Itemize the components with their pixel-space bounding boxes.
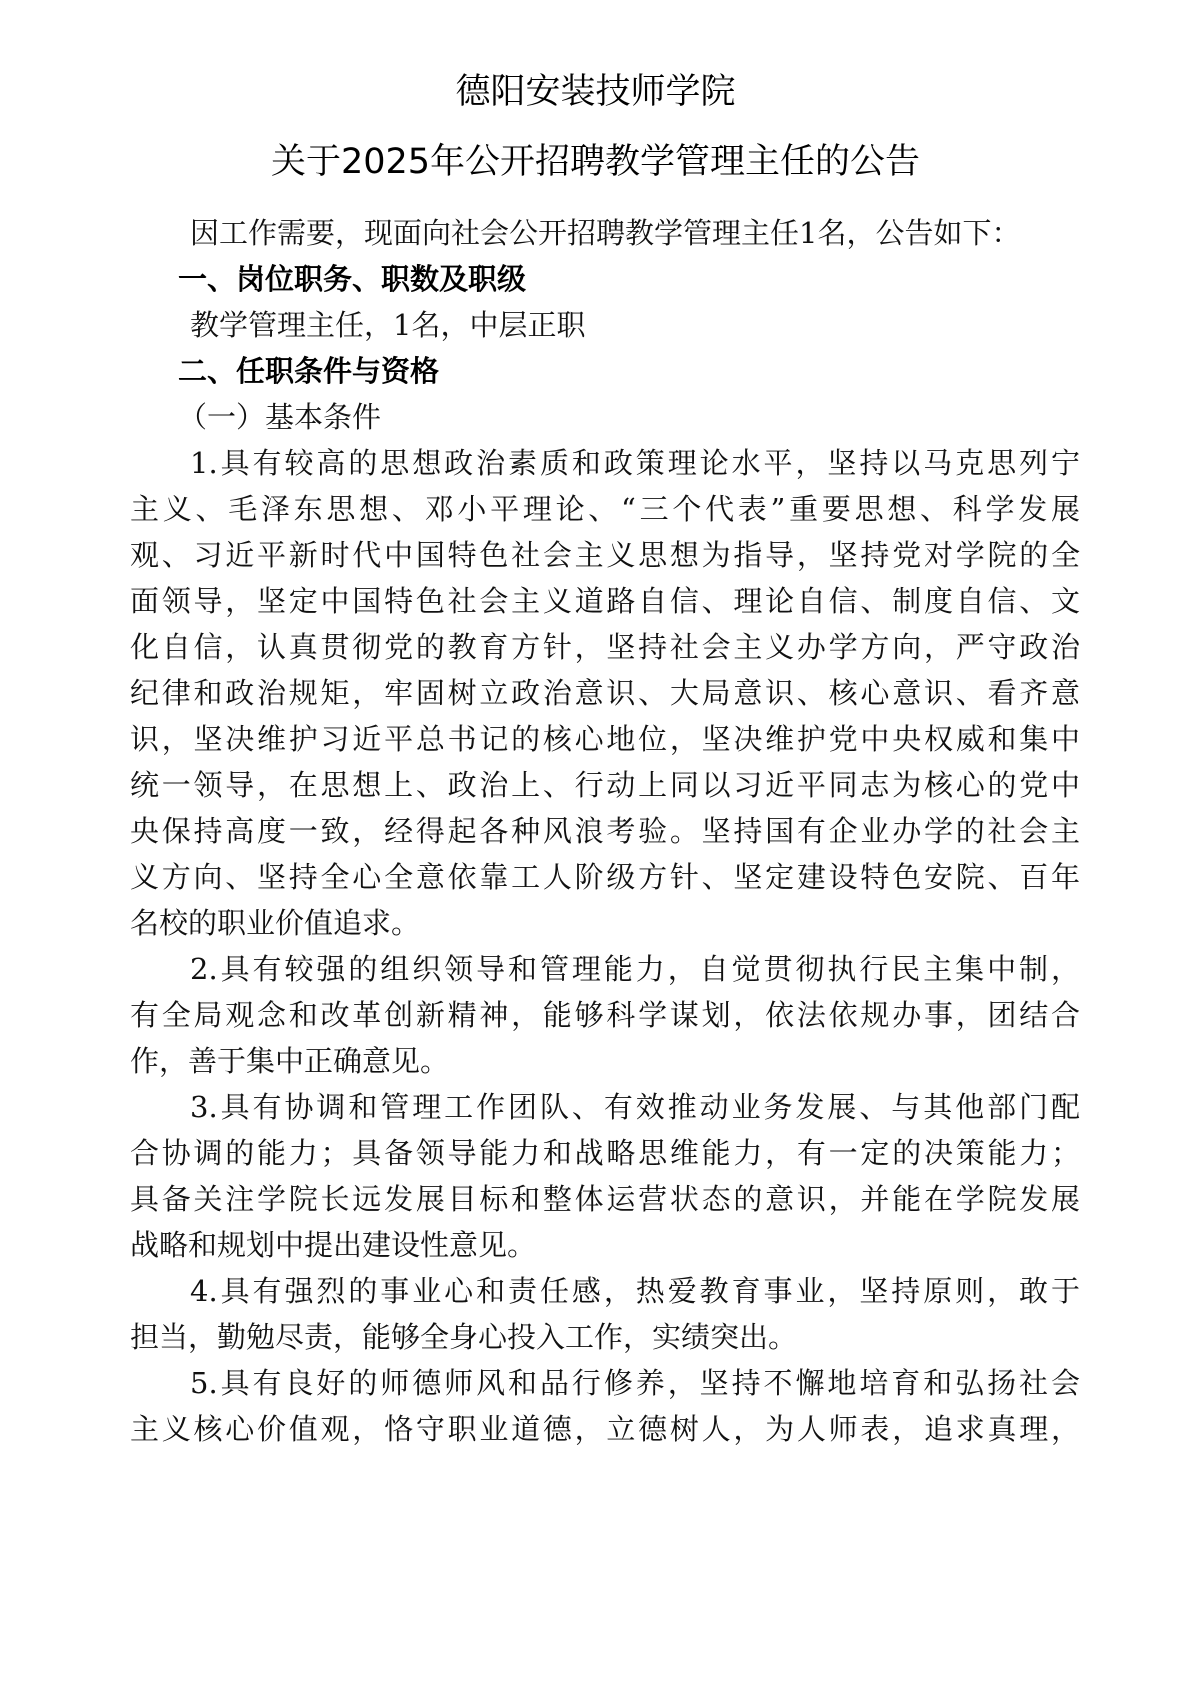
paragraph-line: 2.具有较强的组织领导和管理能力，自觉贯彻执行民主集中制， (190, 952, 1080, 986)
paragraph-line: 合协调的能力；具备领导能力和战略思维能力，有一定的决策能力； (130, 1136, 1080, 1170)
position-line: 教学管理主任，1名，中层正职 (190, 308, 586, 342)
paragraph-line: 3.具有协调和管理工作团队、有效推动业务发展、与其他部门配 (190, 1090, 1080, 1124)
paragraph-line: 化自信，认真贯彻党的教育方针，坚持社会主义办学方向，严守政治 (130, 630, 1080, 664)
paragraph-line: 主义、毛泽东思想、邓小平理论、“三个代表”重要思想、科学发展 (130, 492, 1080, 526)
paragraph-line: 5.具有良好的师德师风和品行修养，坚持不懈地培育和弘扬社会 (190, 1366, 1080, 1400)
section-heading-2: 二、任职条件与资格 (178, 354, 440, 388)
paragraph-line: 义方向、坚持全心全意依靠工人阶级方针、坚定建设特色安院、百年 (130, 860, 1080, 894)
document-title-announcement: 关于2025年公开招聘教学管理主任的公告 (270, 142, 921, 182)
subsection-heading-basic: （一）基本条件 (178, 400, 382, 434)
paragraph-line: 观、习近平新时代中国特色社会主义思想为指导，坚持党对学院的全 (130, 538, 1080, 572)
paragraph-line: 4.具有强烈的事业心和责任感，热爱教育事业，坚持原则，敢于 (190, 1274, 1080, 1308)
document-title-institution: 德阳安装技师学院 (455, 72, 736, 112)
paragraph-line: 名校的职业价值追求。 (130, 906, 421, 940)
paragraph-line: 有全局观念和改革创新精神，能够科学谋划，依法依规办事，团结合 (130, 998, 1080, 1032)
intro-paragraph: 因工作需要，现面向社会公开招聘教学管理主任1名，公告如下： (190, 216, 1021, 250)
paragraph-line: 战略和规划中提出建设性意见。 (130, 1228, 537, 1262)
section-heading-1: 一、岗位职务、职数及职级 (178, 262, 527, 296)
paragraph-line: 统一领导，在思想上、政治上、行动上同以习近平同志为核心的党中 (130, 768, 1080, 802)
paragraph-line: 面领导，坚定中国特色社会主义道路自信、理论自信、制度自信、文 (130, 584, 1080, 618)
paragraph-line: 作，善于集中正确意见。 (130, 1044, 450, 1078)
paragraph-line: 央保持高度一致，经得起各种风浪考验。坚持国有企业办学的社会主 (130, 814, 1080, 848)
paragraph-line: 识，坚决维护习近平总书记的核心地位，坚决维护党中央权威和集中 (130, 722, 1080, 756)
paragraph-line: 主义核心价值观，恪守职业道德，立德树人，为人师表，追求真理， (130, 1412, 1080, 1446)
paragraph-line: 1.具有较高的思想政治素质和政策理论水平，坚持以马克思列宁 (190, 446, 1080, 480)
paragraph-line: 具备关注学院长远发展目标和整体运营状态的意识，并能在学院发展 (130, 1182, 1080, 1216)
paragraph-line: 纪律和政治规矩，牢固树立政治意识、大局意识、核心意识、看齐意 (130, 676, 1080, 710)
paragraph-line: 担当，勤勉尽责，能够全身心投入工作，实绩突出。 (130, 1320, 798, 1354)
